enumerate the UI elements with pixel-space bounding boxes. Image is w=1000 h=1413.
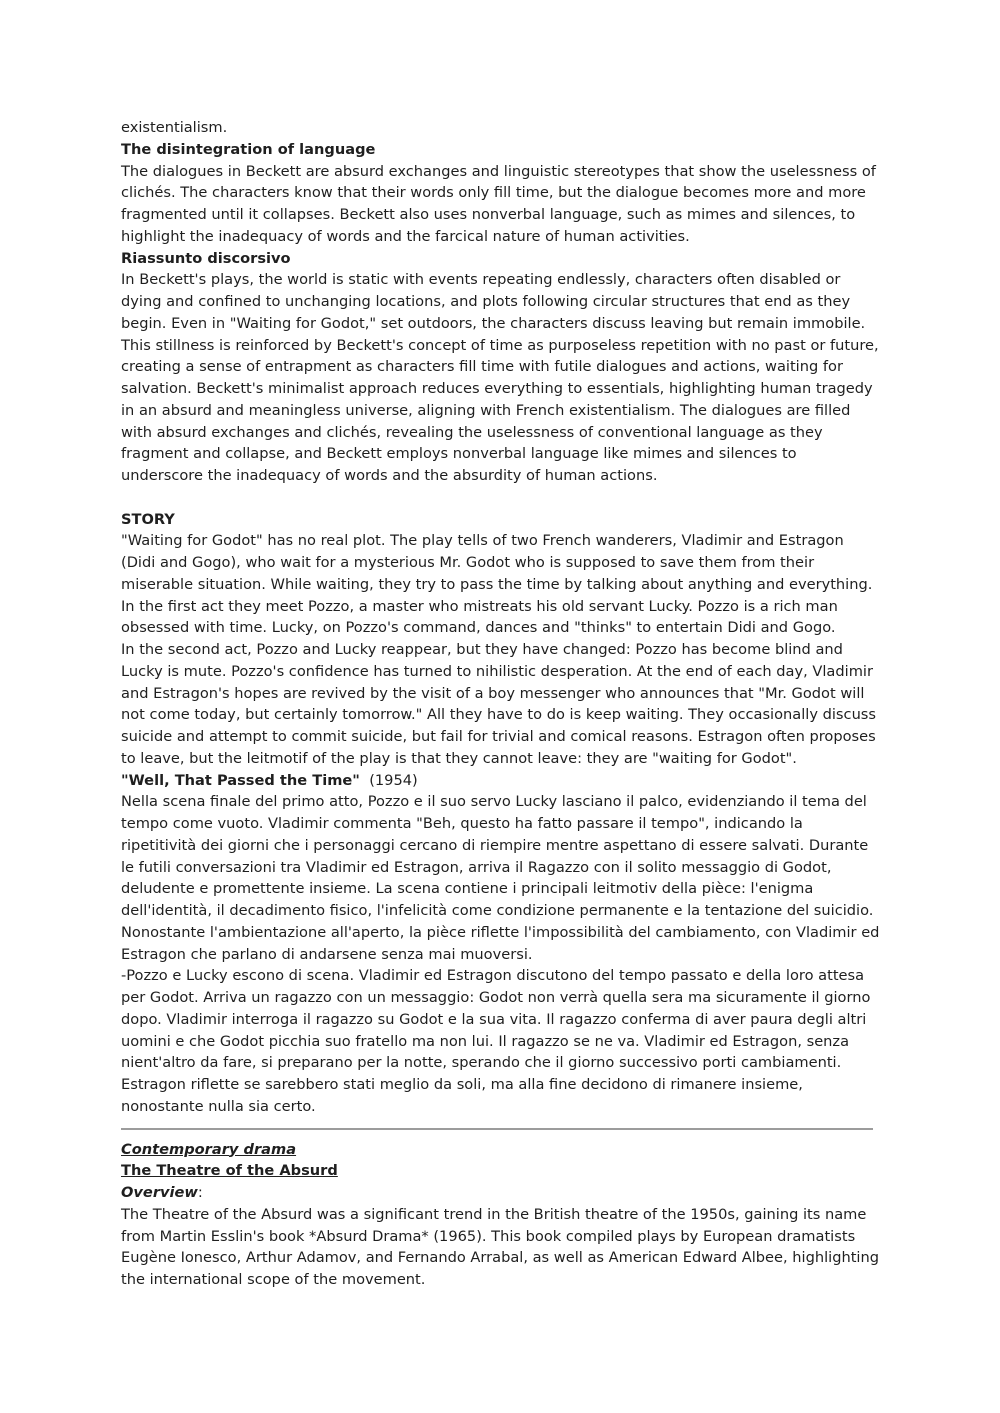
well-heading [121, 770, 881, 792]
intro-tail: existentialism. [121, 119, 228, 136]
well-paragraph-1: Nella scena finale del primo atto, Pozzo e il suo servo Lucky lasciano il palco, evidenziando il tema del tempo come vuoto. Vladimir commenta "Beh, questo ha fatto passare il tempo", indicando la ripetitività dei giorni che i personaggi cercano di riempire mentre aspettano di essere salvati. Durante le futili conversazioni tra Vladimir ed Estragon, arriva il Ragazzo con il solito messaggio di Godot, deludente e promettente insieme. La scena contiene i principali leitmotiv della pièce: l'enigma dell'identità, il decadimento fisico, l'infelicità come condizione permanente e la tentazione del suicidio. Nonostante l'ambientazione all'aperto, la pièce riflette l'impossibilità del cambiamento, con Vladimir ed Estragon che parlano di andarsene senza mai muoversi. [121, 793, 880, 963]
story-paragraph-1: "Waiting for Godot" has no real plot. The play tells of two French wanderers, Vladimir and Estragon (Didi and Gogo), who wait for a mysterious Mr. Godot who is supposed to save them from their miserable situation. While waiting, they try to pass the time by talking about anything and everything. In the first act they meet Pozzo, a master who mistreats his old servant Lucky. Pozzo is a rich man obsessed with time. Lucky, on Pozzo's command, dances and "thinks" to entertain Didi and Gogo. [121, 532, 873, 637]
riassunto-body: In Beckett's plays, the world is static with events repeating endlessly, characters often disabled or dying and confined to unchanging locations, and plots following circular structures that end as they begin. Even in "Waiting for Godot," set outdoors, the characters discuss leaving but remain immobile. This stillness is reinforced by Beckett's concept of time as purposeless repetition with no past or future, creating a sense of entrapment as characters fill time with futile dialogues and actions, waiting for salvation. Beckett's minimalist approach reduces everything to essentials, highlighting human tragedy in an absurd and meaningless universe, aligning with French existentialism. The dialogues are filled with absurd exchanges and clichés, revealing the uselessness of conventional language as they fragment and collapse, and Beckett employs nonverbal language like mimes and silences to underscore the inadequacy of words and the absurdity of human actions. [121, 271, 879, 484]
spacer [121, 487, 881, 509]
document-page [121, 117, 881, 1291]
disintegration-heading: The disintegration of language [121, 140, 376, 158]
well-paragraph-2: -Pozzo e Lucky escono di scena. Vladimir ed Estragon discutono del tempo passato e della loro attesa per Godot. Arriva un ragazzo con un messaggio: Godot non verrà quella sera ma sicuramente il giorno dopo. Vladimir interroga il ragazzo su Godot e la sua vita. Il ragazzo conferma di aver paura degli altri uomini e che Godot picchia suo fratello ma non lui. Il ragazzo se ne va. Vladimir ed Estragon, senza nient'altro da fare, si preparano per la notte, sperando che il giorno successivo porti cambiamenti. Estragon riflette se sarebbero stati meglio da soli, ma alla fine decidono di rimanere insieme, nonostante nulla sia certo. [121, 967, 871, 1115]
story-heading: STORY [121, 510, 175, 528]
absurd-subheading: The Theatre of the Absurd [121, 1162, 338, 1180]
overview-label: Overview [121, 1184, 198, 1201]
well-title: "Well, That Passed the Time" [121, 771, 360, 789]
contemporary-heading: Contemporary drama [121, 1140, 297, 1158]
riassunto-heading: Riassunto discorsivo [121, 249, 291, 267]
overview-colon: : [197, 1184, 203, 1201]
overview-line [121, 1182, 881, 1204]
horizontal-divider [121, 1128, 873, 1130]
disintegration-body: The dialogues in Beckett are absurd exchanges and linguistic stereotypes that show the uselessness of clichés. The characters know that their words only fill time, but the dialogue becomes more and more fragmented until it collapses. Beckett also uses nonverbal language, such as mimes and silences, to highlight the inadequacy of words and the farcical nature of human activities. [121, 162, 876, 245]
story-paragraph-2: In the second act, Pozzo and Lucky reappear, but they have changed: Pozzo has become blind and Lucky is mute. Pozzo's confidence has turned to nihilistic desperation. At the end of each day, Vladimir and Estragon's hopes are revived by the visit of a boy messenger who announces that "Mr. Godot will not come today, but certainly tomorrow." All they have to do is keep waiting. They occasionally discuss suicide and attempt to commit suicide, but fail for trivial and comical reasons. Estragon often proposes to leave, but the leitmotif of the play is that they cannot leave: they are "waiting for Godot". [121, 641, 877, 767]
well-year: (1954) [369, 771, 418, 789]
overview-body: The Theatre of the Absurd was a significant trend in the British theatre of the 1950s, gaining its name from Martin Esslin's book *Absurd Drama* (1965). This book compiled plays by European dramatists Eugène Ionesco, Arthur Adamov, and Fernando Arrabal, as well as American Edward Albee, highlighting the international scope of the movement. [121, 1205, 879, 1288]
